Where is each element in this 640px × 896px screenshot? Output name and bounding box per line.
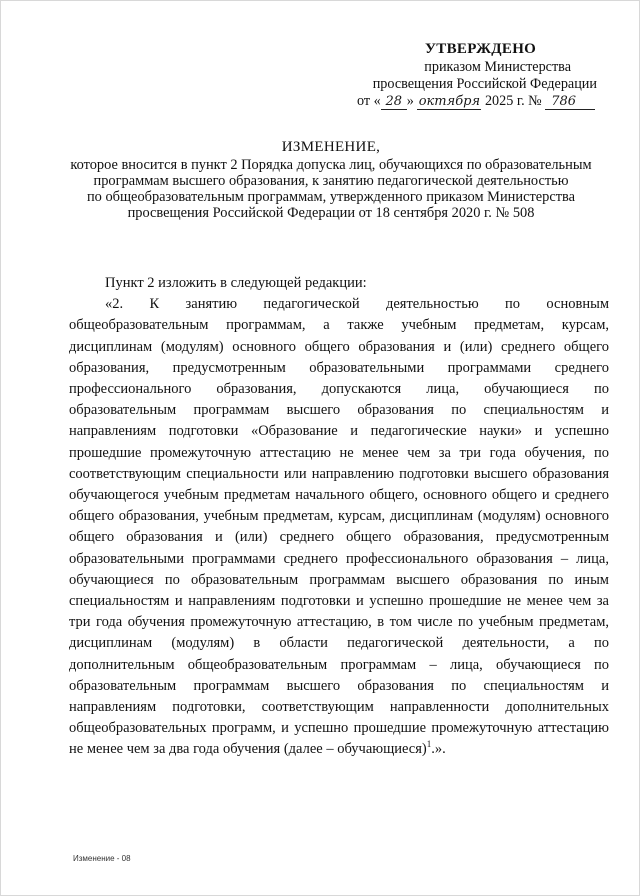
approval-line-2: просвещения Российской Федерации: [372, 76, 597, 92]
footnote-mark[interactable]: 1: [426, 739, 432, 750]
title-heading: ИЗМЕНЕНИЕ,: [281, 139, 381, 155]
title-line-2: программам высшего образования, к занятию педагогической деятельностью: [93, 173, 569, 189]
approval-line-1: приказом Министерства: [424, 59, 571, 75]
lead-sentence: Пункт 2 изложить в следующей редакции:: [105, 275, 367, 291]
handwritten-month: октября: [418, 94, 481, 109]
amendment-paragraph: [69, 294, 609, 760]
title-line-3: по общеобразовательным программам, утвержденного приказом Министерства: [86, 189, 576, 205]
date-prefix: от «: [357, 93, 381, 109]
date-suffix: 2025 г. №: [484, 93, 542, 109]
handwritten-order-number: 786: [545, 95, 595, 110]
document-title: [41, 139, 621, 221]
amendment-closing: .».: [431, 741, 446, 758]
title-line-4: просвещения Российской Федерации от 18 сентября 2020 г. № 508: [127, 205, 535, 221]
date-mid: »: [406, 93, 414, 109]
approval-heading: УТВЕРЖДЕНО: [425, 41, 537, 57]
approval-stamp: [357, 41, 597, 110]
handwritten-day: 28: [381, 95, 407, 110]
document-body: [69, 273, 609, 761]
approval-date-line: [357, 93, 597, 110]
title-line-1: которое вносится в пункт 2 Порядка допуска лиц, обучающихся по образовательным: [70, 157, 592, 173]
page-footer: Изменение - 08: [73, 854, 131, 863]
amendment-text: «2. К занятию педагогической деятельностью по основным общеобразовательным программам, а также учебным предметам, курсам, дисциплинам (модулям) основного общего образования и (или) среднего общего образования, предусмотренным образовательными программами среднего профессионального образования, допускаются лица, обучающиеся по образовательным программам высшего образования по специальностям и направлениям подготовки «Образование и педагогические науки» и успешно прошедшие промежуточную аттестацию не менее чем за три года обучения, по соответствующим специальности или направлению подготовки высшего образования обучающегося учебным предметам начального общего, основного общего и среднего общего образования, учебным предметам, курсам, дисциплинам (модулям) основного общего образования и (или) среднего общего образования, предусмотренным образовательными программами среднего профессионального образования – лица, обучающиеся по образовательным программам высшего образования по иным специальностям и направлениям подготовки и успешно прошедшие не менее чем за три года обучения промежуточную аттестацию, в том числе по учебным предметам, дисциплинам (модулям) в области педагогической деятельности, а по дополнительным общеобразовательным программам – лица, обучающиеся по образовательным программам высшего образования по специальностям и направлениям подготовки, соответствующим направленности дополнительных общеобразовательных программ, и успешно прошедшие промежуточную аттестацию не менее чем за два года обучения (далее – обучающиеся): [69, 296, 609, 758]
